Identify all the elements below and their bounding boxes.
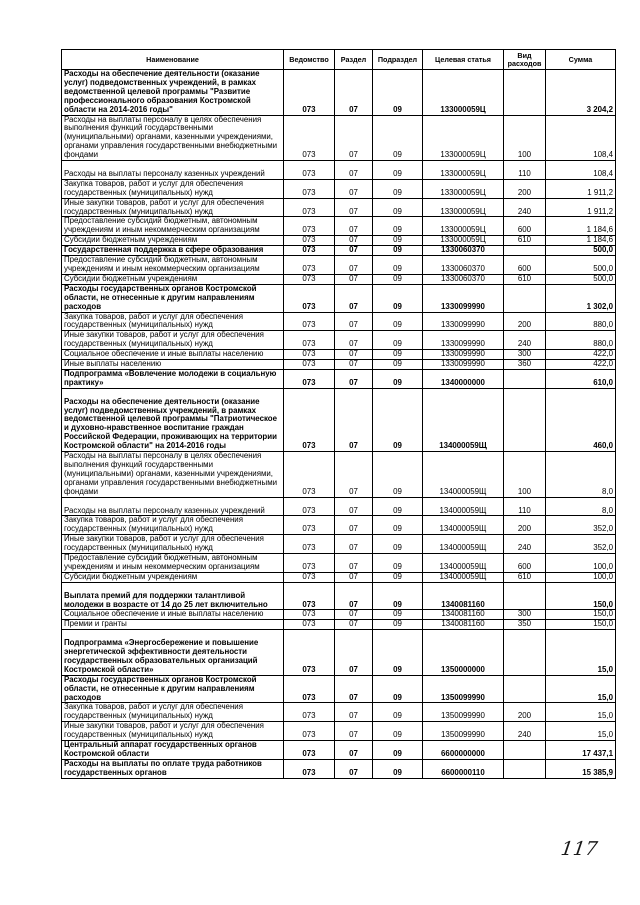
cell-section: 07	[335, 256, 373, 275]
cell-subsection: 09	[373, 620, 423, 630]
cell-article: 1340081160	[423, 610, 504, 620]
cell-name: Премии и гранты	[62, 620, 284, 630]
cell-article: 1330060370	[423, 246, 504, 256]
cell-name: Государственная поддержка в сфере образования	[62, 246, 284, 256]
cell-sum: 422,0	[546, 360, 616, 370]
budget-table	[61, 49, 616, 779]
cell-dept: 073	[284, 722, 335, 741]
cell-kind	[504, 369, 546, 388]
cell-name: Закупка товаров, работ и услуг для обеспечения государственных (муниципальных) нужд	[62, 179, 284, 198]
cell-name: Субсидии бюджетным учреждениям	[62, 572, 284, 582]
cell-dept: 073	[284, 350, 335, 360]
cell-subsection: 09	[373, 236, 423, 246]
table-row	[62, 516, 616, 535]
cell-dept: 073	[284, 115, 335, 161]
cell-kind: 110	[504, 161, 546, 180]
cell-section: 07	[335, 369, 373, 388]
cell-sum: 8,0	[546, 497, 616, 516]
table-row	[62, 331, 616, 350]
cell-sum: 15 385,9	[546, 759, 616, 778]
table-body	[62, 70, 616, 779]
cell-name: Предоставление субсидий бюджетным, автономным учреждениям и иным некоммерческим организациям	[62, 554, 284, 573]
cell-dept: 073	[284, 198, 335, 217]
cell-sum: 352,0	[546, 516, 616, 535]
cell-sum: 1 302,0	[546, 284, 616, 312]
column-header-section: Раздел	[335, 50, 373, 70]
cell-kind: 600	[504, 554, 546, 573]
cell-dept: 073	[284, 246, 335, 256]
cell-sum: 1 184,6	[546, 236, 616, 246]
cell-dept: 073	[284, 360, 335, 370]
cell-sum: 880,0	[546, 312, 616, 331]
cell-article: 1350099990	[423, 703, 504, 722]
cell-dept: 073	[284, 630, 335, 676]
cell-section: 07	[335, 161, 373, 180]
cell-name: Расходы государственных органов Костромской области, не отнесенные к другим направлениям расходов	[62, 675, 284, 703]
cell-section: 07	[335, 722, 373, 741]
table-row	[62, 284, 616, 312]
cell-sum: 108,4	[546, 115, 616, 161]
cell-subsection: 09	[373, 284, 423, 312]
cell-dept: 073	[284, 388, 335, 451]
cell-name: Подпрограмма «Вовлечение молодежи в социальную практику»	[62, 369, 284, 388]
page-number: 117	[559, 838, 599, 860]
table-row	[62, 115, 616, 161]
cell-article: 133000059Ц	[423, 161, 504, 180]
cell-subsection: 09	[373, 350, 423, 360]
cell-article: 1340081160	[423, 582, 504, 610]
cell-article: 1340081160	[423, 620, 504, 630]
table-row	[62, 236, 616, 246]
cell-section: 07	[335, 516, 373, 535]
cell-sum: 150,0	[546, 620, 616, 630]
table-row	[62, 741, 616, 760]
table-row	[62, 246, 616, 256]
table-header-row	[62, 50, 616, 70]
cell-sum: 150,0	[546, 582, 616, 610]
cell-sum: 3 204,2	[546, 70, 616, 116]
cell-article: 1330099990	[423, 331, 504, 350]
cell-section: 07	[335, 630, 373, 676]
cell-kind: 240	[504, 331, 546, 350]
cell-name: Предоставление субсидий бюджетным, автономным учреждениям и иным некоммерческим организациям	[62, 256, 284, 275]
table-row	[62, 256, 616, 275]
cell-dept: 073	[284, 535, 335, 554]
cell-dept: 073	[284, 312, 335, 331]
cell-kind: 200	[504, 516, 546, 535]
cell-subsection: 09	[373, 360, 423, 370]
cell-subsection: 09	[373, 198, 423, 217]
table-row	[62, 274, 616, 284]
cell-subsection: 09	[373, 703, 423, 722]
table-row	[62, 572, 616, 582]
cell-dept: 073	[284, 161, 335, 180]
cell-dept: 073	[284, 274, 335, 284]
cell-subsection: 09	[373, 675, 423, 703]
table-row	[62, 198, 616, 217]
column-header-sum: Сумма	[546, 50, 616, 70]
cell-dept: 073	[284, 675, 335, 703]
cell-subsection: 09	[373, 516, 423, 535]
cell-section: 07	[335, 675, 373, 703]
cell-sum: 150,0	[546, 610, 616, 620]
cell-section: 07	[335, 312, 373, 331]
cell-subsection: 09	[373, 369, 423, 388]
cell-dept: 073	[284, 582, 335, 610]
cell-subsection: 09	[373, 741, 423, 760]
cell-sum: 1 184,6	[546, 217, 616, 236]
cell-article: 1340000000	[423, 369, 504, 388]
cell-section: 07	[335, 620, 373, 630]
cell-dept: 073	[284, 572, 335, 582]
cell-name: Закупка товаров, работ и услуг для обеспечения государственных (муниципальных) нужд	[62, 703, 284, 722]
cell-section: 07	[335, 554, 373, 573]
cell-sum: 15,0	[546, 630, 616, 676]
cell-name: Иные закупки товаров, работ и услуг для обеспечения государственных (муниципальных) нужд	[62, 331, 284, 350]
cell-sum: 15,0	[546, 703, 616, 722]
cell-name: Расходы на выплаты персоналу казенных учреждений	[62, 161, 284, 180]
cell-name: Выплата премий для поддержки талантливой молодежи в возрасте от 14 до 25 лет включительно	[62, 582, 284, 610]
cell-section: 07	[335, 217, 373, 236]
cell-kind: 200	[504, 703, 546, 722]
table-row	[62, 630, 616, 676]
cell-article: 134000059Щ	[423, 388, 504, 451]
cell-article: 1330099990	[423, 284, 504, 312]
cell-article: 133000059Ц	[423, 179, 504, 198]
table-row	[62, 350, 616, 360]
table-row	[62, 161, 616, 180]
cell-article: 1330099990	[423, 350, 504, 360]
cell-kind: 360	[504, 360, 546, 370]
table-row	[62, 535, 616, 554]
cell-kind: 610	[504, 236, 546, 246]
cell-section: 07	[335, 703, 373, 722]
column-header-kind: Вид расходов	[504, 50, 546, 70]
cell-subsection: 09	[373, 246, 423, 256]
cell-article: 6600000110	[423, 759, 504, 778]
cell-article: 134000059Щ	[423, 535, 504, 554]
cell-subsection: 09	[373, 554, 423, 573]
table-row	[62, 722, 616, 741]
cell-name: Предоставление субсидий бюджетным, автономным учреждениям и иным некоммерческим организациям	[62, 217, 284, 236]
cell-dept: 073	[284, 217, 335, 236]
cell-article: 1350099990	[423, 722, 504, 741]
table-row	[62, 675, 616, 703]
cell-dept: 073	[284, 179, 335, 198]
cell-article: 1330099990	[423, 312, 504, 331]
column-header-article: Целевая статья	[423, 50, 504, 70]
cell-subsection: 09	[373, 497, 423, 516]
cell-dept: 073	[284, 497, 335, 516]
cell-sum: 1 911,2	[546, 179, 616, 198]
cell-subsection: 09	[373, 582, 423, 610]
cell-dept: 073	[284, 516, 335, 535]
cell-section: 07	[335, 115, 373, 161]
cell-name: Субсидии бюджетным учреждениям	[62, 236, 284, 246]
table-row	[62, 70, 616, 116]
cell-kind: 600	[504, 256, 546, 275]
cell-name: Расходы на выплаты персоналу в целях обеспечения выполнения функций государственными (муниципальными) органами, казенными учреждениями, органами управления государственными внебюджетными фондами	[62, 115, 284, 161]
cell-article: 133000059Ц	[423, 70, 504, 116]
column-header-dept: Ведомство	[284, 50, 335, 70]
cell-section: 07	[335, 582, 373, 610]
cell-article: 1330060370	[423, 274, 504, 284]
cell-sum: 500,0	[546, 256, 616, 275]
cell-name: Социальное обеспечение и иные выплаты населению	[62, 610, 284, 620]
cell-section: 07	[335, 497, 373, 516]
cell-sum: 500,0	[546, 246, 616, 256]
cell-subsection: 09	[373, 388, 423, 451]
cell-section: 07	[335, 198, 373, 217]
table-row	[62, 217, 616, 236]
cell-name: Расходы на выплаты персоналу казенных учреждений	[62, 497, 284, 516]
cell-name: Расходы на обеспечение деятельности (оказание услуг) подведомственных учреждений, в рамках ведомственной целевой программы "Развитие профессионального образования Костромской области на 2014-2016 годы"	[62, 70, 284, 116]
cell-sum: 610,0	[546, 369, 616, 388]
cell-dept: 073	[284, 284, 335, 312]
cell-sum: 8,0	[546, 452, 616, 498]
cell-sum: 100,0	[546, 572, 616, 582]
cell-section: 07	[335, 535, 373, 554]
cell-sum: 108,4	[546, 161, 616, 180]
cell-subsection: 09	[373, 535, 423, 554]
cell-sum: 15,0	[546, 722, 616, 741]
cell-subsection: 09	[373, 115, 423, 161]
cell-kind: 600	[504, 217, 546, 236]
cell-article: 134000059Щ	[423, 554, 504, 573]
cell-dept: 073	[284, 620, 335, 630]
cell-kind	[504, 582, 546, 610]
cell-article: 134000059Щ	[423, 497, 504, 516]
cell-section: 07	[335, 741, 373, 760]
cell-section: 07	[335, 610, 373, 620]
cell-subsection: 09	[373, 70, 423, 116]
cell-dept: 073	[284, 236, 335, 246]
cell-dept: 073	[284, 741, 335, 760]
cell-kind	[504, 70, 546, 116]
cell-kind: 240	[504, 722, 546, 741]
cell-kind: 610	[504, 274, 546, 284]
table-row	[62, 582, 616, 610]
cell-section: 07	[335, 236, 373, 246]
cell-sum: 100,0	[546, 554, 616, 573]
cell-dept: 073	[284, 703, 335, 722]
cell-name: Закупка товаров, работ и услуг для обеспечения государственных (муниципальных) нужд	[62, 312, 284, 331]
cell-kind	[504, 388, 546, 451]
cell-kind	[504, 741, 546, 760]
cell-dept: 073	[284, 452, 335, 498]
cell-kind	[504, 675, 546, 703]
cell-kind	[504, 759, 546, 778]
cell-kind: 200	[504, 312, 546, 331]
cell-section: 07	[335, 331, 373, 350]
cell-name: Иные закупки товаров, работ и услуг для обеспечения государственных (муниципальных) нужд	[62, 722, 284, 741]
table-row	[62, 369, 616, 388]
cell-kind: 610	[504, 572, 546, 582]
cell-subsection: 09	[373, 759, 423, 778]
table-row	[62, 554, 616, 573]
cell-subsection: 09	[373, 179, 423, 198]
cell-name: Расходы на выплаты персоналу в целях обеспечения выполнения функций государственными (муниципальными) органами, казенными учреждениями, органами управления государственными внебюджетными фондами	[62, 452, 284, 498]
cell-section: 07	[335, 274, 373, 284]
cell-kind: 300	[504, 350, 546, 360]
table-row	[62, 703, 616, 722]
cell-sum: 17 437,1	[546, 741, 616, 760]
cell-subsection: 09	[373, 610, 423, 620]
cell-kind: 100	[504, 452, 546, 498]
cell-sum: 460,0	[546, 388, 616, 451]
cell-kind: 350	[504, 620, 546, 630]
cell-kind: 100	[504, 115, 546, 161]
cell-name: Иные закупки товаров, работ и услуг для обеспечения государственных (муниципальных) нужд	[62, 535, 284, 554]
cell-sum: 500,0	[546, 274, 616, 284]
cell-name: Расходы на выплаты по оплате труда работников государственных органов	[62, 759, 284, 778]
cell-article: 133000059Ц	[423, 198, 504, 217]
cell-section: 07	[335, 388, 373, 451]
cell-section: 07	[335, 70, 373, 116]
cell-kind	[504, 284, 546, 312]
cell-article: 6600000000	[423, 741, 504, 760]
cell-article: 134000059Щ	[423, 452, 504, 498]
cell-kind	[504, 630, 546, 676]
cell-article: 1330099990	[423, 360, 504, 370]
table-row	[62, 360, 616, 370]
cell-name: Социальное обеспечение и иные выплаты населению	[62, 350, 284, 360]
cell-subsection: 09	[373, 217, 423, 236]
table-row	[62, 312, 616, 331]
cell-dept: 073	[284, 70, 335, 116]
cell-section: 07	[335, 350, 373, 360]
table-row	[62, 610, 616, 620]
cell-subsection: 09	[373, 630, 423, 676]
cell-name: Иные выплаты населению	[62, 360, 284, 370]
cell-section: 07	[335, 179, 373, 198]
cell-sum: 1 911,2	[546, 198, 616, 217]
cell-section: 07	[335, 452, 373, 498]
cell-dept: 073	[284, 331, 335, 350]
cell-kind: 240	[504, 535, 546, 554]
cell-subsection: 09	[373, 331, 423, 350]
cell-name: Субсидии бюджетным учреждениям	[62, 274, 284, 284]
cell-sum: 15,0	[546, 675, 616, 703]
cell-article: 134000059Щ	[423, 572, 504, 582]
table-row	[62, 497, 616, 516]
cell-section: 07	[335, 284, 373, 312]
cell-name: Закупка товаров, работ и услуг для обеспечения государственных (муниципальных) нужд	[62, 516, 284, 535]
cell-subsection: 09	[373, 274, 423, 284]
cell-subsection: 09	[373, 572, 423, 582]
table-row	[62, 759, 616, 778]
cell-article: 1350099990	[423, 675, 504, 703]
table-row	[62, 179, 616, 198]
cell-kind	[504, 246, 546, 256]
cell-dept: 073	[284, 369, 335, 388]
cell-article: 133000059Ц	[423, 217, 504, 236]
cell-article: 133000059Ц	[423, 115, 504, 161]
cell-dept: 073	[284, 759, 335, 778]
cell-subsection: 09	[373, 256, 423, 275]
cell-kind: 240	[504, 198, 546, 217]
cell-section: 07	[335, 246, 373, 256]
cell-kind: 300	[504, 610, 546, 620]
cell-sum: 880,0	[546, 331, 616, 350]
cell-subsection: 09	[373, 312, 423, 331]
cell-kind: 110	[504, 497, 546, 516]
cell-subsection: 09	[373, 161, 423, 180]
cell-name: Иные закупки товаров, работ и услуг для обеспечения государственных (муниципальных) нужд	[62, 198, 284, 217]
cell-name: Расходы на обеспечение деятельности (оказание услуг) подведомственных учреждений, в рамках ведомственной целевой программы "Патриотическое и духовно-нравственное воспитание граждан Российской Федерации, проживающих на территории Костромской области" на 2014-2016 годы	[62, 388, 284, 451]
cell-article: 1330060370	[423, 256, 504, 275]
cell-article: 133000059Ц	[423, 236, 504, 246]
cell-sum: 422,0	[546, 350, 616, 360]
table-row	[62, 388, 616, 451]
cell-article: 134000059Щ	[423, 516, 504, 535]
cell-kind: 200	[504, 179, 546, 198]
cell-section: 07	[335, 759, 373, 778]
cell-name: Подпрограмма «Энергосбережение и повышение энергетической эффективности деятельности государственных образовательных организаций Костромской области»	[62, 630, 284, 676]
table-row	[62, 452, 616, 498]
cell-dept: 073	[284, 610, 335, 620]
cell-subsection: 09	[373, 722, 423, 741]
cell-section: 07	[335, 572, 373, 582]
cell-name: Расходы государственных органов Костромской области, не отнесенные к другим направлениям расходов	[62, 284, 284, 312]
cell-name: Центральный аппарат государственных органов Костромской области	[62, 741, 284, 760]
cell-dept: 073	[284, 554, 335, 573]
cell-dept: 073	[284, 256, 335, 275]
cell-article: 1350000000	[423, 630, 504, 676]
cell-subsection: 09	[373, 452, 423, 498]
column-header-name: Наименование	[62, 50, 284, 70]
cell-sum: 352,0	[546, 535, 616, 554]
column-header-subsection: Подраздел	[373, 50, 423, 70]
cell-section: 07	[335, 360, 373, 370]
table-row	[62, 620, 616, 630]
